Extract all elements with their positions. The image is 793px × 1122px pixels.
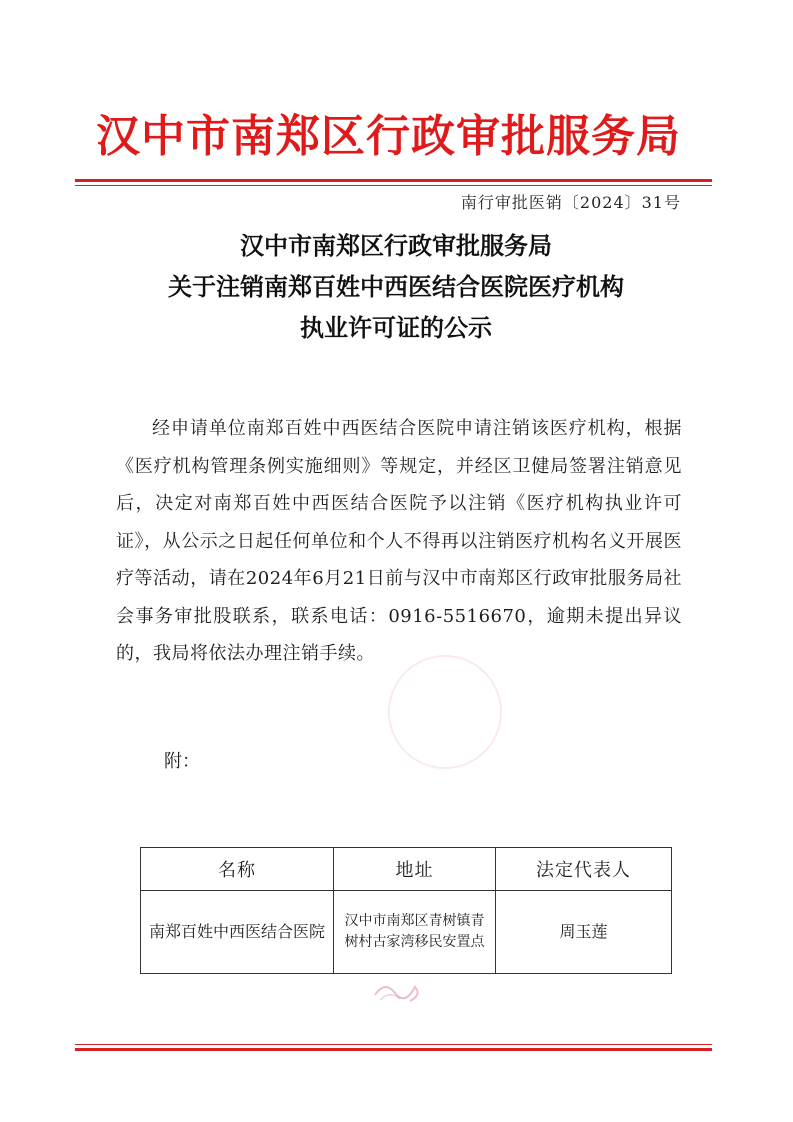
document-title: [90, 226, 702, 349]
footer-rule-thin: [75, 1044, 712, 1045]
document-number: 南行审批医销〔2024〕31号: [460, 193, 681, 212]
attachment-label: 附：: [164, 751, 200, 772]
title-line-3: 执业许可证的公示: [300, 314, 492, 342]
column-header-name: 名称: [141, 848, 334, 891]
column-header-address: 地址: [334, 848, 496, 891]
cell-address: 汉中市南郑区青树镇青树村古家湾移民安置点: [334, 891, 496, 974]
table-header-row: [141, 848, 672, 891]
letterhead-rule-thin: [75, 185, 712, 186]
seal-ink-smudge: [370, 975, 430, 1005]
body-paragraph: 经申请单位南郑百姓中西医结合医院申请注销该医疗机构，根据《医疗机构管理条例实施细则》等规定，并经区卫健局签署注销意见后，决定对南郑百姓中西医结合医院予以注销《医疗机构执业许可证》，从公示之日起任何单位和个人不得再以注销医疗机构名义开展医疗等活动，请在2024年6月21日前与汉中市南郑区行政审批服务局社会事务审批股联系，联系电话：0916-5516670，逾期未提出异议的，我局将依法办理注销手续。: [116, 418, 682, 664]
footer-rule-thick: [75, 1048, 712, 1051]
letterhead-rule-thick: [75, 179, 712, 182]
cell-institution-name: 南郑百姓中西医结合医院: [141, 891, 334, 974]
title-line-2: 关于注销南郑百姓中西医结合医院医疗机构: [168, 273, 624, 301]
cell-representative: 周玉莲: [496, 891, 672, 974]
title-line-1: 汉中市南郑区行政审批服务局: [240, 232, 552, 260]
table-row: [141, 891, 672, 974]
letterhead-title: 汉中市南郑区行政审批服务局: [96, 111, 681, 162]
column-header-representative: 法定代表人: [496, 848, 672, 891]
institution-table: [140, 847, 672, 974]
official-seal-stamp: [388, 655, 502, 769]
